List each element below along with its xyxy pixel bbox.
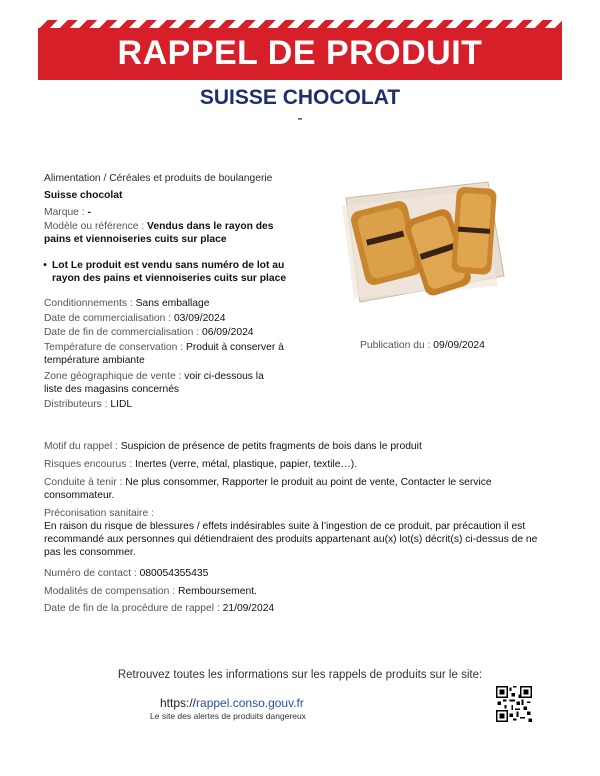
banner-stripes [38, 20, 562, 28]
site-link[interactable] [160, 696, 304, 710]
lot-item [38, 259, 298, 285]
storage-row [44, 341, 284, 367]
risks-value: Inertes (verre, métal, plastique, papier, textile…). [135, 459, 358, 470]
publication-label: Publication du : [360, 340, 431, 351]
zone-value: voir ci-dessous la liste des magasins concernés [44, 371, 264, 395]
health-value: En raison du risque de blessures / effets indésirables suite à l’ingestion de ce produit, par précaution il est recommandé aux personnes qui détiendraient des produits appartenant au(x) lot(s) décrit(s) ci-dessus de ne pas les consommer. [44, 521, 538, 558]
sale-start-row [44, 312, 284, 325]
model-label: Modèle ou référence : [44, 221, 145, 232]
publication-value: 09/09/2024 [433, 340, 485, 351]
compensation-label: Modalités de compensation : [44, 586, 176, 597]
risks-row [44, 458, 554, 471]
product-name: Suisse chocolat [44, 190, 123, 201]
model-row [44, 220, 284, 246]
distributors-value: LIDL [110, 399, 133, 410]
packaging-label: Conditionnements : [44, 298, 133, 309]
sale-start-value: 03/09/2024 [173, 313, 226, 324]
contact-row [44, 567, 554, 580]
site-subtitle: Le site des alertes de produits dangereux [150, 711, 306, 721]
contact-value: 080054355435 [139, 568, 209, 579]
packaging-value: Sans emballage [135, 298, 210, 309]
sale-end-row [44, 326, 284, 339]
footer-text: Retrouvez toutes les informations sur les rappels de produits sur le site: [117, 669, 483, 681]
sale-end-value: 06/09/2024 [201, 327, 254, 338]
banner-title: RAPPEL DE PRODUIT [117, 34, 483, 72]
lot-text: Lot Le produit est vendu sans numéro de lot au rayon des pains et viennoiseries cuits sur place [52, 260, 287, 284]
action-label: Conduite à tenir : [44, 477, 123, 488]
model-value: Vendus dans le rayon des pains et viennoiseries cuits sur place [44, 221, 274, 245]
product-title: SUISSE CHOCOLAT [199, 86, 401, 109]
product-subtitle: - [297, 110, 303, 127]
brand-row [44, 206, 284, 219]
url-host: rappel.conso.gouv.fr [196, 696, 304, 710]
risks-label: Risques encourus : [44, 459, 133, 470]
zone-label: Zone géographique de vente : [44, 371, 182, 382]
action-row [44, 476, 554, 502]
publication-row [360, 340, 485, 351]
contact-label: Numéro de contact : [44, 568, 137, 579]
action-value: Ne plus consommer, Rapporter le produit au point de vente, Contacter le service consommateur. [44, 477, 492, 501]
distributors-label: Distributeurs : [44, 399, 108, 410]
distributors-row [44, 398, 284, 411]
zone-row [44, 370, 284, 396]
end-date-row [44, 602, 554, 615]
end-date-label: Date de fin de la procédure de rappel : [44, 603, 220, 614]
compensation-value: Remboursement. [177, 586, 257, 597]
storage-label: Température de conservation : [44, 342, 184, 353]
end-date-value: 21/09/2024 [222, 603, 275, 614]
brand-value: - [87, 207, 91, 218]
health-label: Préconisation sanitaire : [44, 508, 154, 519]
health-row [44, 507, 554, 559]
storage-value: Produit à conserver à température ambiante [44, 342, 284, 366]
sale-end-label: Date de fin de commercialisation : [44, 327, 200, 338]
url-prefix: https:// [160, 696, 197, 710]
packaging-row [44, 297, 284, 310]
sale-start-label: Date de commercialisation : [44, 313, 172, 324]
reason-value: Suspicion de présence de petits fragments de bois dans le produit [120, 441, 422, 452]
reason-row [44, 440, 554, 453]
reason-label: Motif du rappel : [44, 441, 118, 452]
compensation-row [44, 585, 554, 598]
bullet-icon: • [43, 260, 47, 271]
qr-code-icon [496, 686, 532, 722]
category: Alimentation / Céréales et produits de boulangerie [44, 173, 273, 184]
product-photo [338, 176, 508, 306]
recall-banner [38, 20, 562, 80]
brand-label: Marque : [44, 207, 85, 218]
